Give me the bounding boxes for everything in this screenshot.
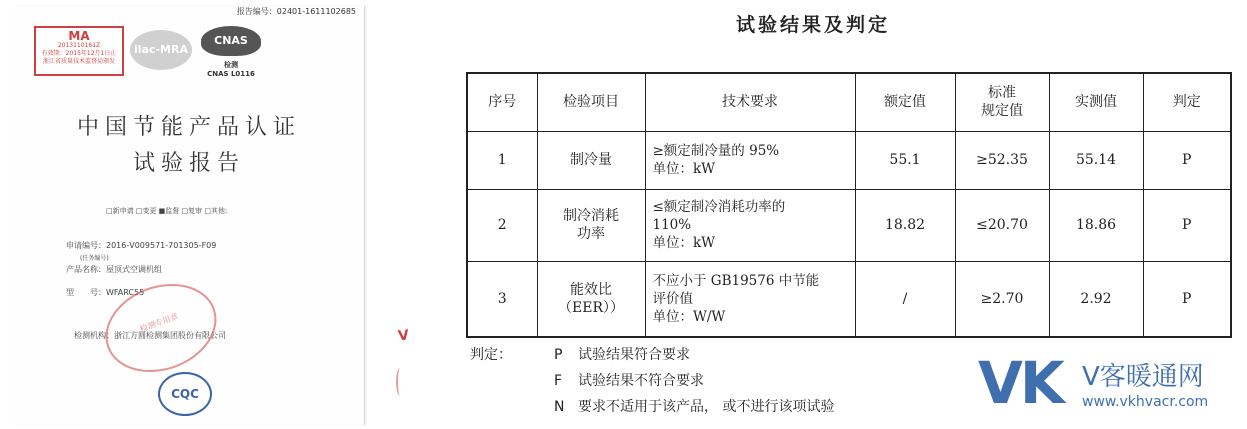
cell-standard: ≥2.70	[955, 261, 1049, 337]
ma-logo-mark: MA	[68, 29, 90, 43]
ma-logo-issuer: 浙江省质量技术监督局颁发	[42, 58, 115, 65]
cell-standard: ≤20.70	[955, 189, 1049, 261]
cell-rated: /	[855, 261, 955, 337]
cell-no: 2	[467, 189, 537, 261]
legend-row-p	[470, 344, 690, 364]
cell-item: 能效比 （EER））	[537, 261, 645, 337]
cell-judgement: P	[1143, 261, 1231, 337]
certificate-cover	[14, 6, 365, 425]
cell-rated: 55.1	[855, 131, 955, 189]
requirement-line: 评价值	[652, 290, 693, 307]
cell-judgement: P	[1143, 131, 1231, 189]
results-table	[466, 72, 1232, 338]
requirement-line: 不应小于 GB19576 中节能	[652, 272, 820, 289]
cell-item: 制冷量	[537, 131, 645, 189]
requirement-line: 110%	[652, 217, 692, 233]
legend-label: 判定：	[470, 347, 512, 363]
requirement-unit: 单位：kW	[652, 235, 716, 251]
ma-logo-validity: 有效期：2015年12月1日止	[41, 50, 117, 57]
report-number: 报告编号：02401-1611102685	[236, 7, 356, 16]
ilac-mra-logo: ilac-MRA	[130, 30, 192, 70]
cell-item: 制冷消耗 功率	[537, 189, 645, 261]
cover-title-line2: 试验报告	[132, 151, 245, 176]
legend-row-n	[554, 396, 834, 416]
accreditation-logos	[34, 26, 264, 86]
requirement-unit: 单位：kW	[652, 161, 716, 177]
legend-code: P	[554, 347, 563, 363]
cell-requirement	[645, 189, 855, 261]
table-row	[467, 131, 1231, 189]
table-header-row	[467, 73, 1231, 131]
header-no: 序号	[467, 73, 537, 131]
legend-code: N	[554, 399, 565, 415]
application-number: 申请编号：2016-V009571-701305-F09	[66, 241, 217, 250]
cell-measured: 2.92	[1049, 261, 1143, 337]
table-row	[467, 261, 1231, 337]
legend-code: F	[554, 373, 563, 389]
cell-no: 1	[467, 131, 537, 189]
cnas-logo	[198, 26, 264, 78]
requirement-line: ≥额定制冷量的 95%	[652, 143, 780, 159]
requirement-unit: 单位：W/W	[652, 308, 726, 325]
header-rated: 额定值	[855, 73, 955, 131]
header-standard: 标准 规定值	[955, 73, 1049, 131]
inspection-stamp: 检测专用章	[93, 269, 229, 387]
legend-row-f	[554, 370, 704, 390]
header-item: 检验项目	[537, 73, 645, 131]
requirement-line: ≤额定制冷消耗功率的	[652, 199, 786, 215]
watermark-cn: V客暖通网	[1082, 362, 1204, 392]
report-type-checkboxes: □新申请 □变更 ■监督 □复审 □其他:	[106, 207, 228, 215]
header-judgement: 判定	[1143, 73, 1231, 131]
cover-title-line1: 中国节能产品认证	[76, 115, 301, 140]
cnas-logo-sub: 检测	[224, 61, 238, 69]
cnas-logo-mark: CNAS	[201, 26, 261, 56]
ma-logo-number: 2013110161Z	[57, 42, 101, 49]
cell-measured: 55.14	[1049, 131, 1143, 189]
ma-logo	[34, 26, 124, 76]
legend-text: 要求不适用于该产品， 或不进行该项试验	[578, 399, 835, 415]
header-requirement: 技术要求	[645, 73, 855, 131]
cell-requirement	[645, 131, 855, 189]
legend-text: 试验结果不符合要求	[578, 373, 704, 389]
table-row	[467, 189, 1231, 261]
watermark-url: www.vkhvacr.com	[1082, 394, 1209, 410]
header-measured: 实测值	[1049, 73, 1143, 131]
page-edge-stamp-fragment	[396, 368, 404, 396]
product-model: 型 号：WFARC55	[66, 288, 145, 297]
cell-measured: 18.86	[1049, 189, 1143, 261]
cell-rated: 18.82	[855, 189, 955, 261]
application-number-sub: (任务编号)	[80, 255, 109, 262]
testing-lab: 检测机构：浙江方圆检测集团股份有限公司	[74, 331, 226, 340]
product-name: 产品名称：屋顶式空调机组	[66, 265, 162, 274]
cell-no: 3	[467, 261, 537, 337]
cqc-logo: CQC	[158, 372, 212, 416]
legend-text: 试验结果符合要求	[578, 347, 690, 363]
cell-standard: ≥52.35	[955, 131, 1049, 189]
cell-requirement	[645, 261, 855, 337]
cell-judgement: P	[1143, 189, 1231, 261]
watermark-vk: VK	[978, 349, 1062, 417]
results-title: 试验结果及判定	[736, 14, 891, 36]
vk-watermark-logo	[978, 349, 1240, 422]
cnas-logo-code: CNAS L0116	[207, 70, 255, 78]
red-mark: V	[397, 327, 410, 345]
